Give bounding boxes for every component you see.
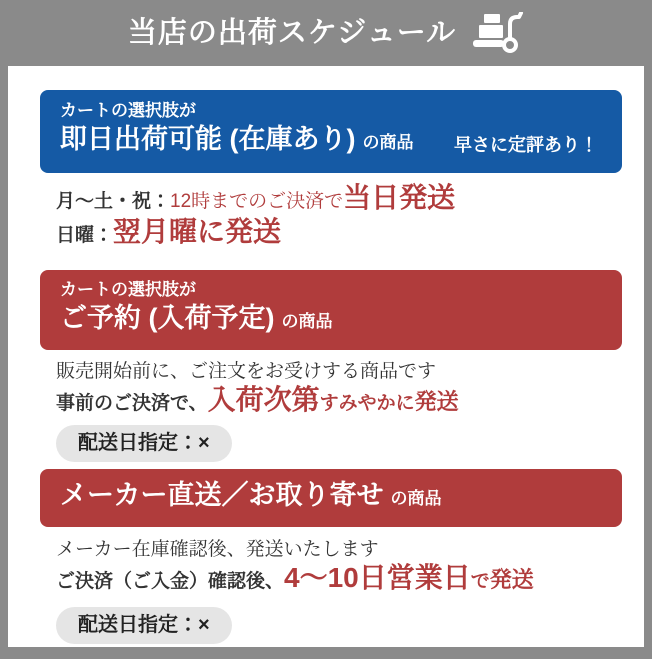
banner-preorder [40,270,622,350]
direct-line1 [56,538,622,561]
banner-main-label [60,301,602,340]
header [0,0,652,64]
weekday-label: 月〜土・祝： [56,191,171,212]
banner-top-label: カートの選択肢が [60,280,196,300]
banner-main-label [60,122,413,161]
same-day-description [56,181,622,249]
banner-suffix-label: の商品 [362,133,414,152]
banner-same-day [40,90,622,173]
banner-same-day-text [60,100,413,161]
direct-description [56,538,622,595]
content-area [8,66,644,647]
direct-badge-row [40,595,622,644]
preorder-condition: 事前のご決済で、 [56,393,208,415]
same-day-line2 [56,215,622,249]
direct-condition: ご決済（ご入金）確認後、 [56,570,285,592]
preorder-mid: すみやかに [319,393,415,415]
banner-suffix-label: の商品 [281,312,333,332]
hand-truck-icon [472,12,524,56]
direct-highlight: 4〜10日営業日 [284,561,471,593]
preorder-highlight: 入荷次第 [207,384,320,416]
direct-info: メーカー在庫確認後、発送いたします [56,538,379,560]
weekday-result: 当日発送 [343,182,456,213]
banner-big-label: メーカー直送／お取り寄せ [60,479,384,510]
preorder-description [56,360,622,417]
weekday-condition: 12時までのご決済で [170,191,344,212]
preorder-info: 販売開始前に、ご注文をお受けする商品です [56,361,437,383]
banner-top-label: カートの選択肢が [60,101,196,120]
sunday-label: 日曜： [56,225,114,247]
banner-direct [40,469,622,527]
preorder-line2 [56,383,622,417]
banner-main-label [60,478,602,517]
preorder-line1 [56,360,622,383]
page-title: 当店の出荷スケジュール [127,16,457,49]
delivery-date-badge: 配送日指定：× [56,425,232,462]
delivery-date-badge: 配送日指定：× [56,607,232,644]
same-day-line1 [56,181,622,215]
banner-suffix-label: の商品 [390,488,442,508]
preorder-result: 発送 [414,389,459,415]
banner-big-label: ご予約 (入荷予定) [60,303,275,334]
preorder-badge-row [40,418,622,462]
direct-line2 [56,561,622,595]
direct-mid: で [470,570,490,592]
banner-side-note: 早さに定評あり！ [454,134,598,155]
direct-result: 発送 [489,566,534,592]
banner-big-label: 即日出荷可能 (在庫あり) [60,124,356,154]
sunday-result: 翌月曜に発送 [113,216,282,248]
